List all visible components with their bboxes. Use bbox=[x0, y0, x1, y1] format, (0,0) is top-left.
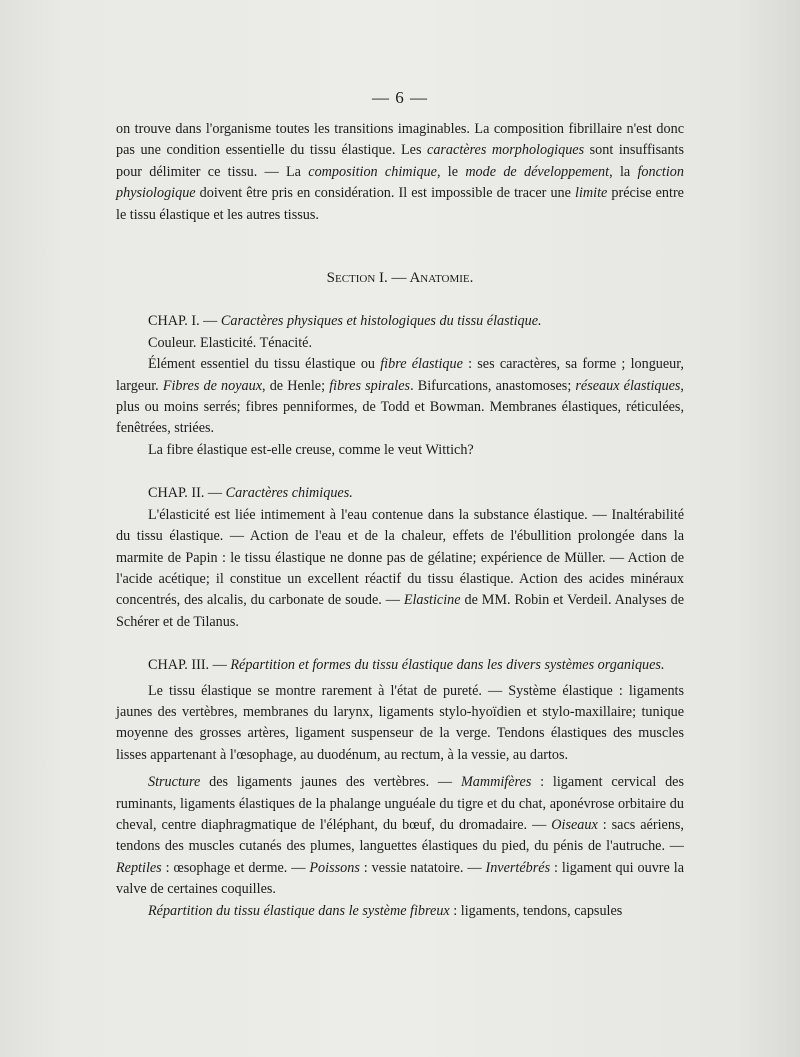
intro-italic-5: limite bbox=[575, 185, 608, 202]
chapter-3-title: Répartition et formes du tissu élastique dans les divers systèmes organiques. bbox=[230, 657, 665, 674]
chapter-2-title: Caractères chimiques. bbox=[225, 485, 353, 502]
c1p2-text-5: , plus ou moins serrés; fibres penniformes, de Todd et Bowman. Membranes élastiques, réticulées, fenêtrées, striées. bbox=[116, 377, 684, 437]
chapter-1-title: Caractères physiques et histologiques du tissu élastique. bbox=[220, 313, 542, 330]
c1p2-text-4: . Bifurcations, anastomoses; bbox=[410, 377, 576, 394]
c3p2-text-3: : sacs aériens, tendons des muscles cutanés des plumes, languettes élastiques du pied, du pénis de l'autruche. — bbox=[116, 816, 684, 855]
c3p2-italic-3: Oiseaux bbox=[551, 816, 598, 833]
c3p2-text-4: : œsophage et derme. — bbox=[161, 859, 310, 876]
chapter-1-line-1: Couleur. Elasticité. Ténacité. bbox=[148, 334, 313, 351]
page-number: — 6 — bbox=[372, 88, 428, 107]
c3p2-italic-1: Structure bbox=[148, 774, 201, 791]
c1p2-text-3: , de Henle; bbox=[262, 377, 330, 394]
chapter-2-label: CHAP. II. — bbox=[148, 485, 226, 502]
c1p2-italic-3: fibres spirales bbox=[329, 377, 411, 394]
intro-italic-4: fonction physiologique bbox=[116, 163, 684, 202]
chapter-3-heading bbox=[116, 655, 684, 676]
c2-text-1: L'élasticité est liée intimement à l'eau contenue dans la substance élastique. — Inaltérabilité du tissu élastique. — Action de l'eau et de la chaleur, effets de l'ébullition prolongée dans la marmite de Papin : le tissu élastique ne donne pas de gélatine; expérience de Müller. — Action de l'acide acétique; il constitue un excellent réactif du tissu élastique. Action des acides minéraux concentrés, des alcalis, du carbonate de soude. — bbox=[116, 506, 684, 609]
c1p2-text-2: : ses caractères, sa forme ; longueur, largeur. bbox=[116, 356, 684, 394]
c1p2-text-1: Élément essentiel du tissu élastique ou bbox=[148, 356, 381, 373]
intro-text-4: , la bbox=[609, 163, 638, 180]
c1p2-italic-1: fibre élastique bbox=[380, 356, 463, 373]
intro-text-3: , le bbox=[436, 163, 466, 180]
document-body bbox=[116, 119, 684, 922]
c3p2-italic-2: Mammifères bbox=[460, 774, 532, 791]
chapter-2-heading bbox=[116, 483, 684, 504]
chapter-2-paragraph bbox=[116, 505, 684, 633]
c3p2-text-1: des ligaments jaunes des vertèbres. — bbox=[200, 774, 461, 791]
c3p2-italic-5: Poissons bbox=[309, 859, 360, 876]
intro-italic-2: composition chimique bbox=[308, 163, 437, 180]
c1p2-italic-2: Fibres de noyaux bbox=[162, 377, 262, 394]
intro-text-1: on trouve dans l'organisme toutes les transitions imaginables. La composition fibrillaire n'est donc pas une condition essentielle du tissu élastique. Les bbox=[116, 121, 684, 159]
c1p2-italic-4: réseaux élastiques bbox=[575, 377, 681, 394]
chapter-1-label: CHAP. I. — bbox=[148, 313, 221, 330]
c3p3-text-1: : ligaments, tendons, capsules bbox=[449, 902, 623, 919]
intro-italic-3: mode de développement bbox=[465, 163, 610, 180]
c2-text-2: de MM. Robin et Verdeil. Analyses de Schérer et de Tilanus. bbox=[116, 592, 684, 630]
intro-paragraph bbox=[116, 119, 684, 226]
c3p2-text-5: : vessie natatoire. — bbox=[359, 859, 486, 876]
c3p2-text-6: : ligament qui ouvre la valve de certaines coquilles. bbox=[116, 859, 684, 898]
section-heading: Section I. — Anatomie. bbox=[326, 270, 474, 287]
intro-text-5: doivent être pris en considération. Il est impossible de tracer une bbox=[195, 185, 575, 202]
c3p2-italic-6: Invertébrés bbox=[485, 859, 551, 876]
chapter-3-paragraph-3 bbox=[116, 901, 684, 922]
intro-italic-1: caractères morphologiques bbox=[427, 142, 585, 159]
c2-italic-1: Elasticine bbox=[403, 592, 461, 609]
chapter-1-paragraph-2 bbox=[116, 354, 684, 440]
chapter-1-line-3: La fibre élastique est-elle creuse, comme le veut Wittich? bbox=[148, 441, 474, 458]
chapter-3-paragraph-1: Le tissu élastique se montre rarement à l'état de pureté. — Système élastique : ligaments jaunes des vertèbres, membranes du larynx, ligaments stylo-hyoïdien et stylo-maxillaire; tunique moyenne des grosses artères, ligament suspenseur de la verge. Tendons élastiques des muscles lisses appartenant à l'œsophage, au duodénum, au rectum, à la vessie, au dartos. bbox=[116, 682, 684, 763]
c3p3-italic-1: Répartition du tissu élastique dans le système fibreux bbox=[148, 902, 450, 919]
intro-text-6: précise entre le tissu élastique et les autres tissus. bbox=[116, 185, 684, 223]
c3p2-text-2: : ligament cervical des ruminants, ligaments élastiques de la phalange unguéale du tigre et du chat, aponévrose orbitaire du cheval, centre diaphragmatique de l'éléphant, du bœuf, du dromadaire. — bbox=[116, 774, 684, 833]
chapter-1-heading bbox=[116, 311, 684, 332]
chapter-3-label: CHAP. III. — bbox=[148, 657, 231, 674]
chapter-3-paragraph-2 bbox=[116, 772, 684, 900]
intro-text-2: sont insuffisants pour délimiter ce tissu. — La bbox=[116, 142, 685, 180]
c3p2-italic-4: Reptiles bbox=[116, 859, 162, 876]
